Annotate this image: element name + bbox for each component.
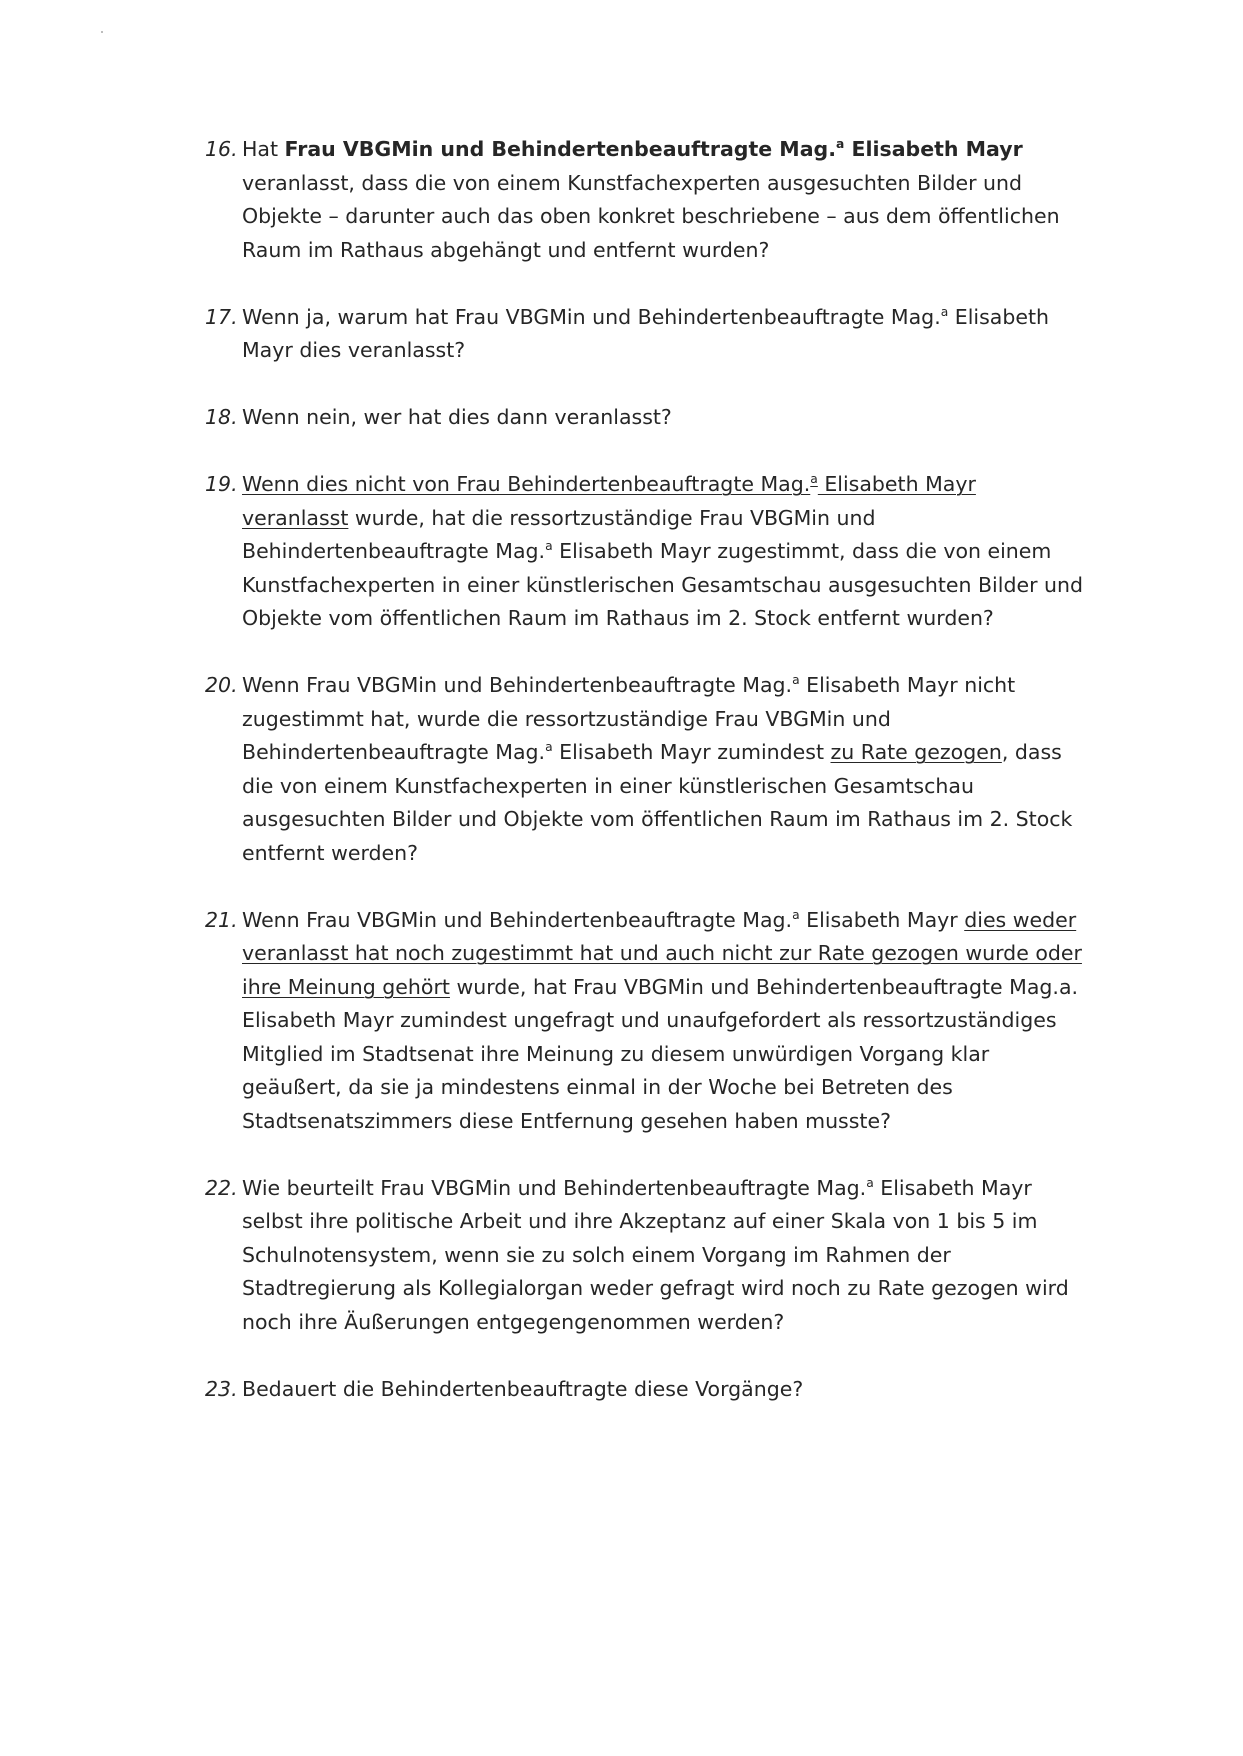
question-item [205, 669, 1085, 870]
question-text: Wenn ja, warum hat Frau VBGMin und Behindertenbeauftragte Mag.$^a$ Elisabeth Mayr dies veranlasst? [242, 304, 1050, 362]
question-text: Hat Frau VBGMin und Behindertenbeauftragte Mag.$^a$ Elisabeth Mayr veranlasst, dass die von einem Kunstfachexperten ausgesuchten Bilder und Objekte – darunter auch das oben konkret beschriebene – aus dem öffentlichen Raum im Rathaus abgehängt und entfernt wurden? [242, 137, 1060, 262]
question-text: Bedauert die Behindertenbeauftragte diese Vorgänge? [242, 1376, 804, 1401]
question-item [205, 904, 1085, 1139]
question-text: Wenn Frau VBGMin und Behindertenbeauftragte Mag.$^a$ Elisabeth Mayr nicht zugestimmt hat, wurde die ressortzuständige Frau VBGMin und Behindertenbeauftragte Mag.$^a$ Elisabeth Mayr zumindest zu Rate gezogen, dass die von einem Kunstfachexperten in einer künstlerischen Gesamtschau ausgesuchten Bilder und Objekte vom öffentlichen Raum im Rathaus im 2. Stock entfernt werden? [242, 673, 1073, 865]
question-number: 22. [205, 1175, 238, 1200]
question-number: 16. [205, 137, 238, 161]
scan-speck [101, 31, 103, 33]
question-text: Wenn Frau VBGMin und Behindertenbeauftragte Mag.$^a$ Elisabeth Mayr dies weder veranlasst hat noch zugestimmt hat und auch nicht zur Rate gezogen wurde oder ihre Meinung gehört wurde, hat Frau VBGMin und Behindertenbeauftragte Mag.a. Elisabeth Mayr zumindest ungefragt und unaufgefordert als ressortzuständiges Mitglied im Stadtsenat ihre Meinung zu diesem unwürdigen Vorgang klar geäußert, da sie ja mindestens einmal in der Woche bei Betreten des Stadtsenatszimmers diese Entfernung gesehen haben musste? [242, 907, 1082, 1133]
question-item [205, 401, 1085, 435]
question-item [205, 468, 1085, 636]
question-number: 18. [205, 405, 238, 429]
question-item [205, 1373, 1085, 1407]
question-number: 19. [205, 472, 238, 496]
question-number: 20. [205, 673, 238, 697]
question-number: 17. [205, 304, 238, 329]
question-text: Wie beurteilt Frau VBGMin und Behindertenbeauftragte Mag.$^a$ Elisabeth Mayr selbst ihre politische Arbeit und ihre Akzeptanz auf einer Skala von 1 bis 5 im Schulnotensystem, wenn sie zu solch einem Vorgang im Rahmen der Stadtregierung als Kollegialorgan weder gefragt wird noch zu Rate gezogen wird noch ihre Äußerungen entgegengenommen werden? [242, 1175, 1069, 1334]
question-text: Wenn nein, wer hat dies dann veranlasst? [242, 405, 672, 429]
question-number: 21. [205, 907, 238, 932]
question-item [205, 133, 1085, 267]
question-text: Wenn dies nicht von Frau Behindertenbeauftragte Mag.$^a$ Elisabeth Mayr veranlasst wurde, hat die ressortzuständige Frau VBGMin und Behindertenbeauftragte Mag.$^a$ Elisabeth Mayr zugestimmt, dass die von einem Kunstfachexperten in einer künstlerischen Gesamtschau ausgesuchten Bilder und Objekte vom öffentlichen Raum im Rathaus im 2. Stock entfernt wurden? [242, 472, 1084, 630]
question-item [205, 1172, 1085, 1340]
question-item [205, 301, 1085, 368]
question-list [205, 133, 1085, 1440]
question-number: 23. [205, 1376, 238, 1401]
